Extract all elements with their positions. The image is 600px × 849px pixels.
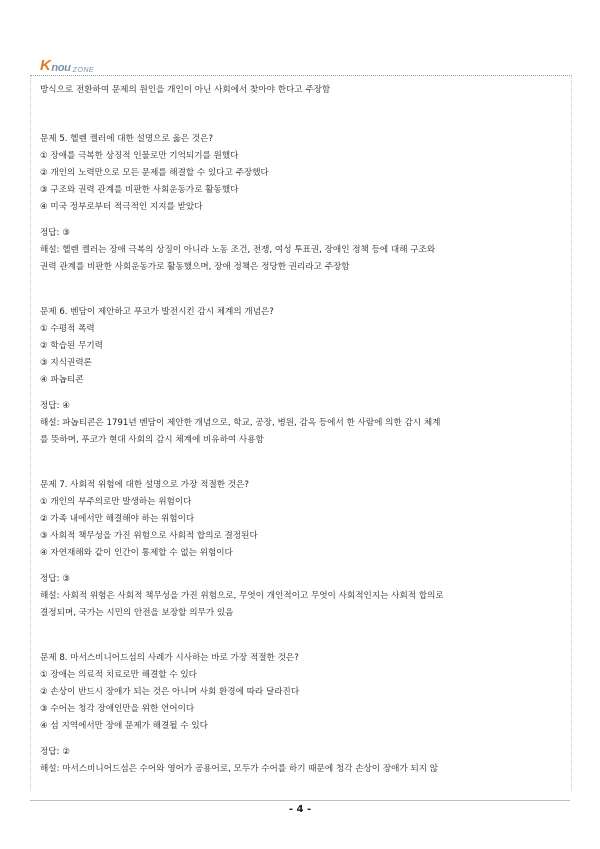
question-block-8	[40, 650, 565, 778]
question-text: 문제 5. 헬렌 켈러에 대한 설명으로 옳은 것은?	[40, 134, 214, 144]
question-block-6	[40, 304, 565, 449]
answer-text: 정답: ④	[40, 401, 70, 411]
explanation-line-2: 를 뜻하며, 푸코가 현대 사회의 감시 체계에 비유하여 사용함	[40, 435, 264, 445]
logo-zone: ZONE	[72, 67, 95, 74]
option-2: ② 손상이 반드시 장애가 되는 것은 아니며 사회 환경에 따라 달라진다	[40, 687, 300, 697]
explanation-line-2: 권력 관계를 비판한 사회운동가로 활동했으며, 장애 정책은 정당한 권리라고 주장함	[40, 262, 350, 272]
explanation-line-2: 결정되며, 국가는 시민의 안전을 보장할 의무가 있음	[40, 608, 234, 618]
answer-text: 정답: ③	[40, 574, 70, 584]
question-text: 문제 8. 마서스비니어드섬의 사례가 시사하는 바로 가장 적절한 것은?	[40, 653, 299, 663]
option-4: ④ 섬 지역에서만 장애 문제가 해결될 수 있다	[40, 721, 208, 731]
footer-divider	[30, 800, 570, 801]
answer-text: 정답: ③	[40, 228, 70, 238]
page-number: - 4 -	[288, 804, 312, 815]
option-3: ③ 사회적 책무성을 가진 위험으로 사회적 합의로 결정된다	[40, 531, 258, 541]
question-text: 문제 7. 사회적 위험에 대한 설명으로 가장 적절한 것은?	[40, 480, 249, 490]
option-1: ① 수평적 폭력	[40, 324, 95, 334]
explanation-line-1: 해설: 헬렌 켈러는 장애 극복의 상징이 아니라 노동 조건, 전쟁, 여성 투표권, 장애인 정책 등에 대해 구조와	[40, 245, 436, 255]
answer-text: 정답: ②	[40, 747, 70, 757]
option-3: ③ 지식권력론	[40, 358, 92, 368]
option-4: ④ 자연재해와 같이 인간이 통제할 수 없는 위험이다	[40, 548, 233, 558]
explanation-line-1: 해설: 마서스비니어드섬은 수어와 영어가 공용어로, 모두가 수어를 하기 때문에 청각 손상이 장애가 되지 않	[40, 764, 439, 774]
knouzone-logo	[40, 56, 94, 74]
option-1: ① 장애는 의료적 치료로만 해결할 수 있다	[40, 670, 197, 680]
explanation-line-1: 해설: 사회적 위험은 사회적 책무성을 가진 위험으로, 무엇이 개인적이고 무엇이 사회적인지는 사회적 합의로	[40, 591, 444, 601]
logo-letter-k: K	[40, 57, 51, 74]
option-1: ① 장애를 극복한 상징적 인물로만 기억되기를 원했다	[40, 151, 239, 161]
option-2: ② 개인의 노력만으로 모든 문제를 해결할 수 있다고 주장했다	[40, 168, 269, 178]
option-2: ② 가족 내에서만 해결해야 하는 위험이다	[40, 514, 195, 524]
option-3: ③ 구조와 권력 관계를 비판한 사회운동가로 활동했다	[40, 185, 239, 195]
question-block-5	[40, 131, 565, 276]
logo-text: nou	[51, 62, 71, 74]
option-4: ④ 파놉티콘	[40, 375, 84, 385]
option-3: ③ 수어는 청각 장애인만을 위한 언어이다	[40, 704, 195, 714]
question-block-7	[40, 477, 565, 622]
intro-text: 방식으로 전환하여 문제의 원인을 개인이 아닌 사회에서 찾아야 한다고 주장함	[40, 85, 331, 95]
option-4: ④ 미국 정부로부터 적극적인 지지를 받았다	[40, 202, 203, 212]
option-2: ② 학습된 무기력	[40, 341, 103, 351]
explanation-line-1: 해설: 파놉티콘은 1791년 벤담이 제안한 개념으로, 학교, 공장, 병원, 감옥 등에서 한 사람에 의한 감시 체계	[40, 418, 441, 428]
question-text: 문제 6. 벤담이 제안하고 푸코가 발전시킨 감시 체계의 개념은?	[40, 307, 274, 317]
option-1: ① 개인의 부주의로만 발생하는 위험이다	[40, 497, 192, 507]
document-body	[40, 82, 565, 778]
